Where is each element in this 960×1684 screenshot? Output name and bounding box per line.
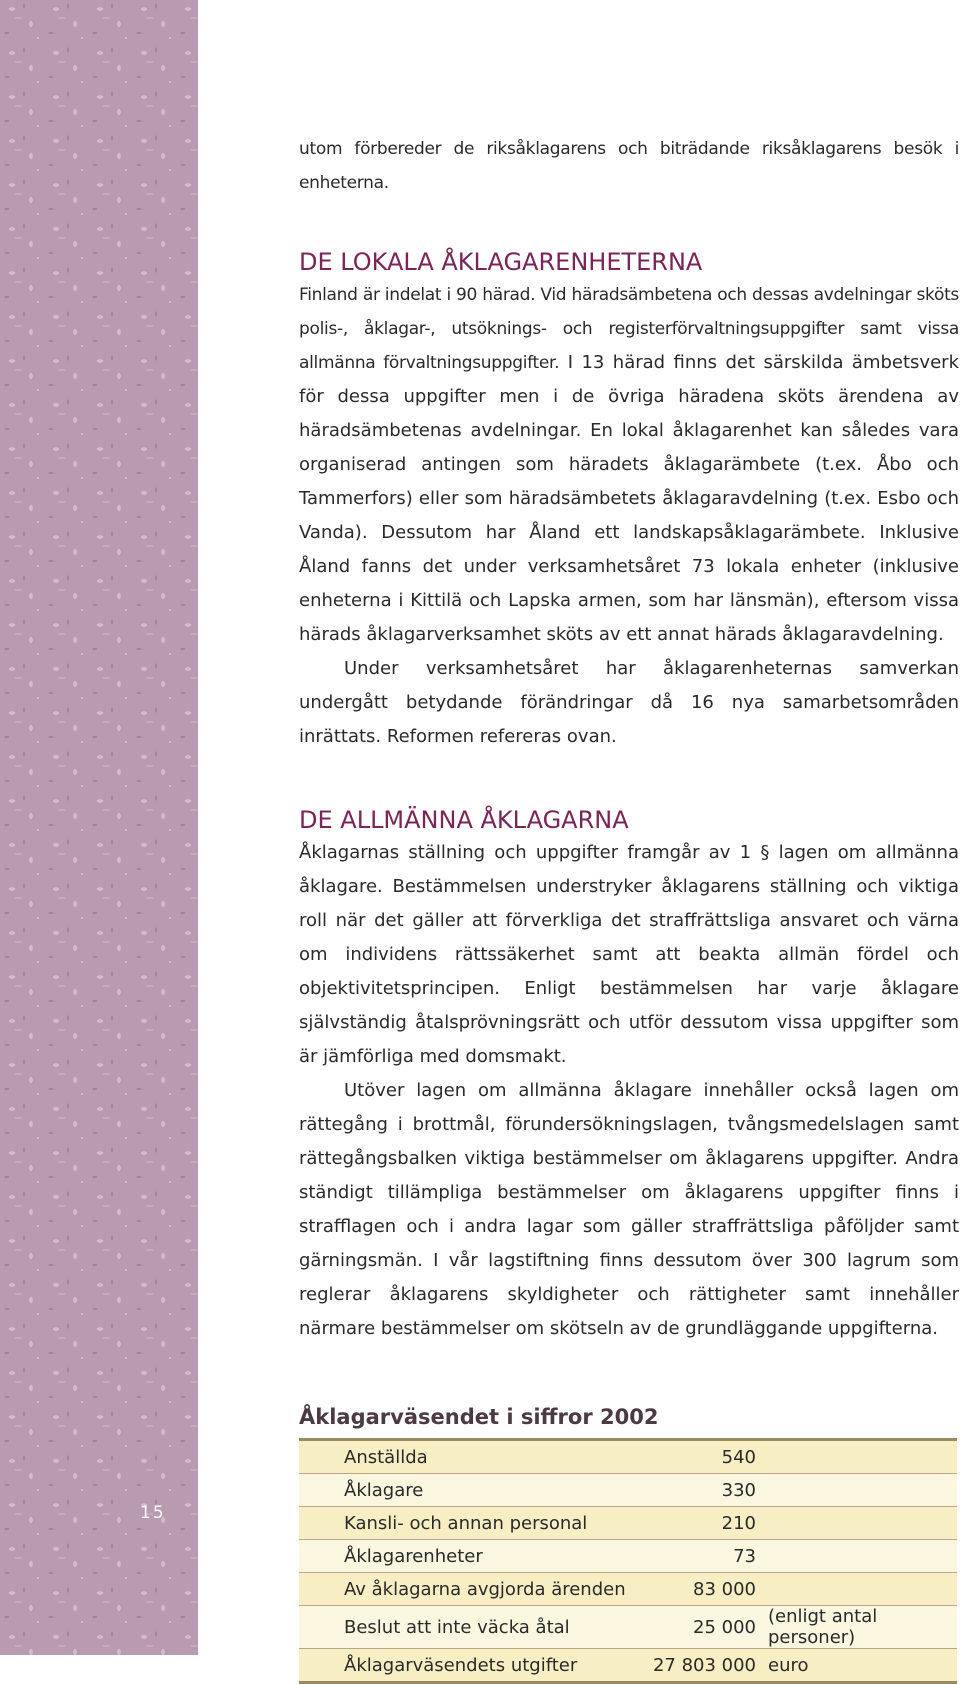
intro-paragraph: utom förbereder de riksåklagarens och biträdande riksåklagarens besök i enheterna. <box>299 139 959 193</box>
table-row <box>299 1507 957 1540</box>
prosecutors-paragraph-2: Utöver lagen om allmänna åklagare innehåller också lagen om rättegång i brottmål, förundersökningslagen, tvångsmedelslagen samt rättegångsbalken viktiga bestämmelser om åklagarens uppgifter. Andra ständigt tillämpliga bestämmelser om åklagarens uppgifter finns i strafflagen och i andra lagar som gäller straffrättsliga påföljder samt gärningsmän. I vår lagstiftning finns dessutom över 300 lagrum som reglerar åklagarens skyldigheter och rättigheter samt innehåller närmare bestämmelser om skötseln av de grundläggande uppgifterna. <box>299 1080 959 1339</box>
row-value: 83 000 <box>644 1573 766 1606</box>
row-value: 25 000 <box>644 1606 766 1649</box>
row-value: 540 <box>644 1440 766 1474</box>
row-note: (enligt antal personer) <box>766 1606 957 1649</box>
table-row <box>299 1474 957 1507</box>
section-heading-public-prosecutors: DE ALLMÄNNA ÅKLAGARNA <box>299 806 629 834</box>
page-content <box>299 132 959 1684</box>
table-row <box>299 1440 957 1474</box>
local-units-paragraph-1 <box>299 278 959 652</box>
row-value: 27 803 000 <box>644 1649 766 1683</box>
table-row <box>299 1606 957 1649</box>
local-units-paragraph-1-part-b: I 13 härad finns det särskilda ämbetsverk för dessa uppgifter men i de övriga häradena sköts ärendena av häradsämbetenas avdelningar. En lokal åklagarenhet kan således vara organiserad antingen som häradets åklagarämbete (t.ex. Åbo och Tammerfors) eller som häradsämbetets åklagaravdelning (t.ex. Esbo och Vanda). Dessutom har Åland ett landskapsåklagarämbete. Inklusive Åland fanns det under verksamhetsåret 73 lokala enheter (inklusive enheterna i Kittilä och Lapska armen, som har länsmän), eftersom vissa härads åklagarverksamhet sköts av ett annat härads åklagaravdelning. <box>299 352 959 645</box>
row-note: euro <box>766 1649 957 1683</box>
prosecutors-paragraph-1: Åklagarnas ställning och uppgifter framgår av 1 § lagen om allmänna åklagare. Bestämmelsen understryker åklagarens ställning och viktiga roll när det gäller att förverkliga det straffrättsliga ansvaret och värna om individens rättssäkerhet samt att beakta allmän fördel och objektivitetsprincipen. Enligt bestämmelsen har varje åklagare självständig åtalsprövningsrätt och utför dessutom vissa uppgifter som är jämförliga med domsmakt. <box>299 842 959 1067</box>
row-note <box>766 1474 957 1507</box>
decorative-sidebar <box>0 0 198 1655</box>
row-label: Kansli- och annan personal <box>299 1507 644 1540</box>
row-label: Åklagarenheter <box>299 1540 644 1573</box>
table-row <box>299 1573 957 1606</box>
row-note <box>766 1540 957 1573</box>
local-units-paragraph-1-part-a: Finland är indelat i 90 härad. Vid häradsämbetena och dessas avdelningar sköts polis-, åklagar-, utsöknings- och registerförvaltningsuppgifter samt vissa allmänna förvaltningsuppgifter. <box>299 285 959 373</box>
stats-title: Åklagarväsendet i siffror 2002 <box>299 1405 659 1429</box>
row-note <box>766 1573 957 1606</box>
table-row <box>299 1540 957 1573</box>
stats-table <box>299 1438 957 1684</box>
row-note <box>766 1440 957 1474</box>
local-units-paragraph-2: Under verksamhetsåret har åklagarenheternas samverkan undergått betydande förändringar då 16 nya samarbetsområden inrättats. Reformen refereras ovan. <box>299 658 959 747</box>
row-label: Anställda <box>299 1440 644 1474</box>
row-label: Av åklagarna avgjorda ärenden <box>299 1573 644 1606</box>
row-value: 73 <box>644 1540 766 1573</box>
page-number: 15 <box>140 1503 166 1523</box>
row-value: 210 <box>644 1507 766 1540</box>
row-value: 330 <box>644 1474 766 1507</box>
section-heading-local-units: DE LOKALA ÅKLAGARENHETERNA <box>299 248 703 276</box>
row-label: Åklagarväsendets utgifter <box>299 1649 644 1683</box>
row-label: Beslut att inte väcka åtal <box>299 1606 644 1649</box>
row-note <box>766 1507 957 1540</box>
table-row <box>299 1649 957 1683</box>
row-label: Åklagare <box>299 1474 644 1507</box>
